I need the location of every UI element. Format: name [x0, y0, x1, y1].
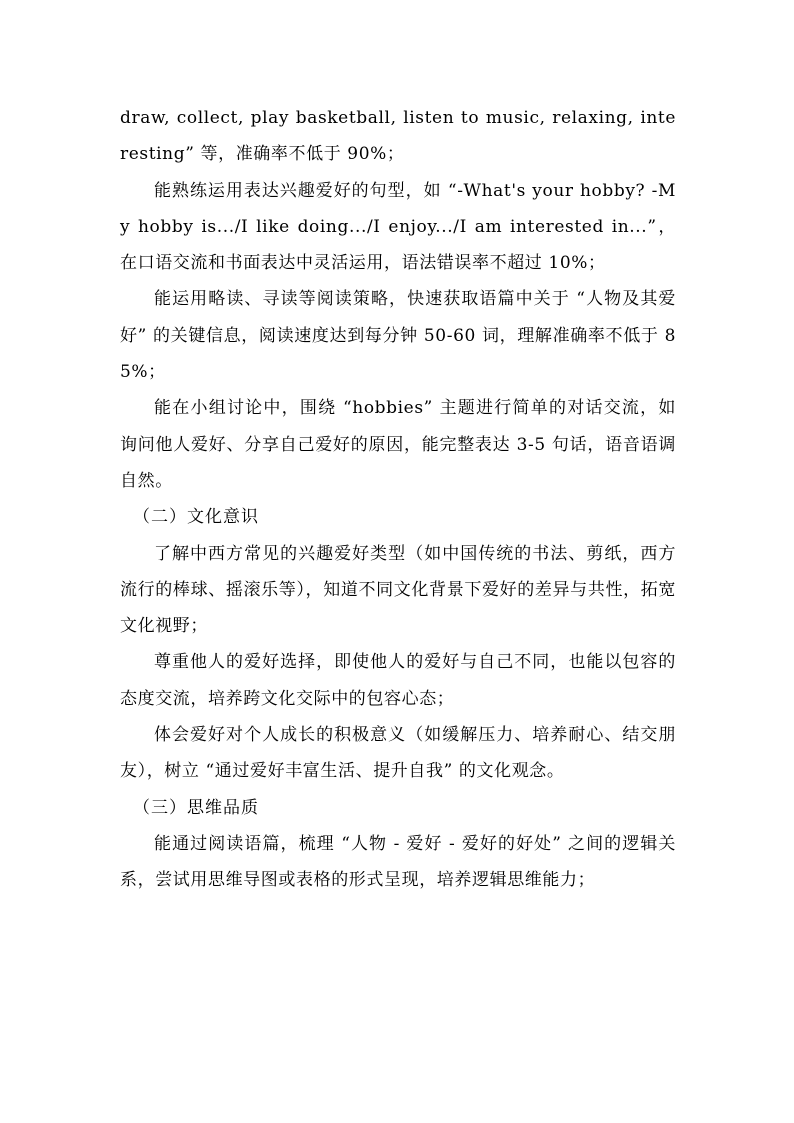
- paragraph-vocabulary-continued: draw, collect, play basketball, listen to music, relaxing, interesting” 等，准确率不低于 90%；: [120, 108, 676, 165]
- paragraph-sentence-patterns: 能熟练运用表达兴趣爱好的句型，如 “-What's your hobby? -My hobby is.../I like doing.../I enjoy.../I am interested in...”，在口语交流和书面表达中灵活运用，语法错误率不超过 10%；: [120, 180, 676, 274]
- paragraph-culture-respect: 尊重他人的爱好选择，即使他人的爱好与自己不同，也能以包容的态度交流，培养跨文化交际中的包容心态；: [120, 652, 676, 709]
- paragraph-reading-strategies: 能运用略读、寻读等阅读策略，快速获取语篇中关于 “人物及其爱好” 的关键信息，阅读速度达到每分钟 50-60 词，理解准确率不低于 85%；: [120, 289, 676, 383]
- paragraph-culture-growth: 体会爱好对个人成长的积极意义（如缓解压力、培养耐心、结交朋友），树立 “通过爱好丰富生活、提升自我” 的文化观念。: [120, 725, 676, 782]
- paragraph-thinking-logic: 能通过阅读语篇，梳理 “人物 - 爱好 - 爱好的好处” 之间的逻辑关系，尝试用思维导图或表格的形式呈现，培养逻辑思维能力；: [120, 833, 676, 891]
- section-heading-cultural-awareness: （二）文化意识: [133, 507, 259, 528]
- section-heading-thinking-quality: （三）思维品质: [133, 797, 259, 818]
- document-page: [120, 100, 676, 899]
- paragraph-culture-hobby-types: 了解中西方常见的兴趣爱好类型（如中国传统的书法、剪纸，西方流行的棒球、摇滚乐等），知道不同文化背景下爱好的差异与共性，拓宽文化视野；: [120, 543, 676, 637]
- paragraph-group-discussion: 能在小组讨论中，围绕 “hobbies” 主题进行简单的对话交流，如询问他人爱好、分享自己爱好的原因，能完整表达 3-5 句话，语音语调自然。: [120, 398, 676, 491]
